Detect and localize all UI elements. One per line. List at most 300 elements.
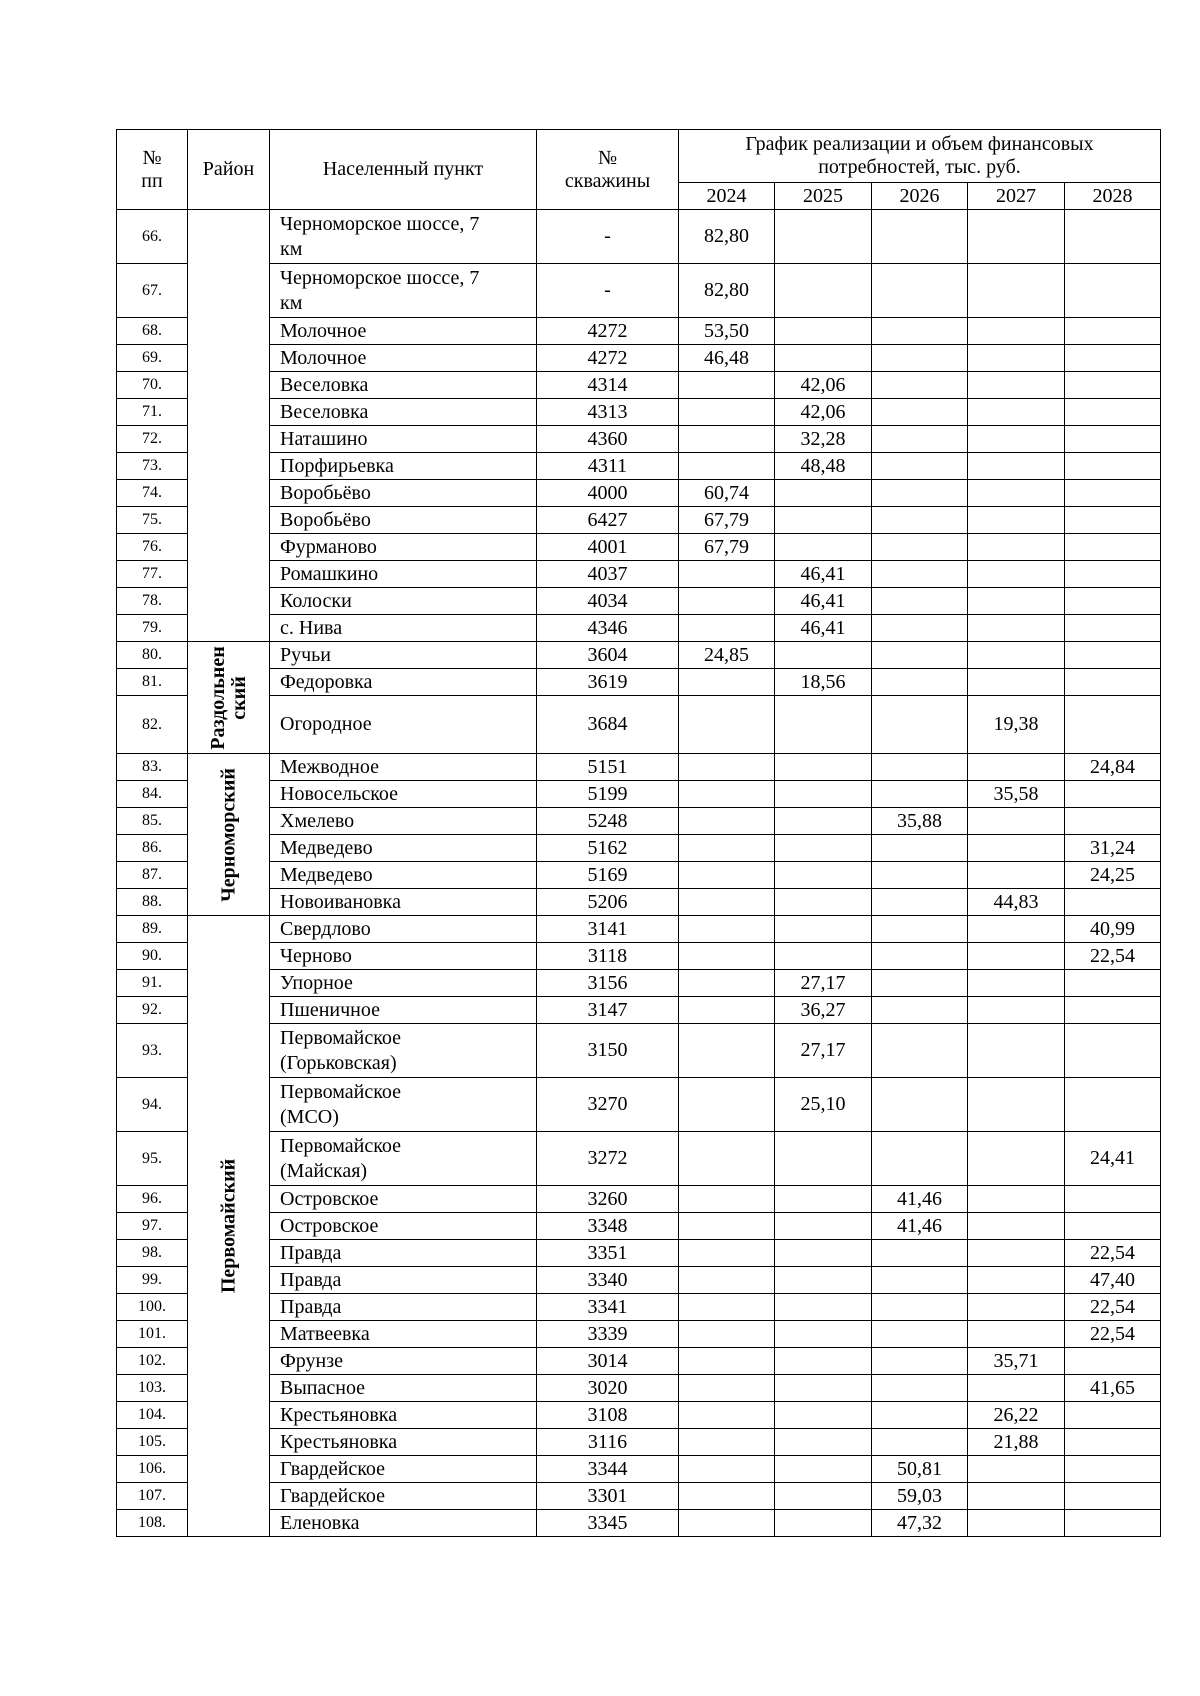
- locality-name: Черноморское шоссе, 7 км: [270, 210, 537, 264]
- value-2028: [1065, 1186, 1161, 1213]
- locality-name: Свердлово: [270, 916, 537, 943]
- district-name: Первомайский: [217, 1158, 239, 1294]
- value-2026: 41,46: [872, 1186, 968, 1213]
- table-row: [117, 1510, 1161, 1537]
- locality-name: Матвеевка: [270, 1321, 537, 1348]
- value-2028: [1065, 399, 1161, 426]
- header-locality: Населенный пункт: [270, 130, 537, 210]
- value-2028: [1065, 781, 1161, 808]
- table-row: [117, 534, 1161, 561]
- value-2025: 46,41: [775, 561, 872, 588]
- table-row: [117, 372, 1161, 399]
- row-number: 83.: [117, 754, 188, 781]
- value-2027: [968, 916, 1065, 943]
- well-number: 3301: [537, 1483, 679, 1510]
- value-2027: [968, 1294, 1065, 1321]
- value-2027: [968, 862, 1065, 889]
- table-body: [117, 210, 1161, 1537]
- table-row: [117, 943, 1161, 970]
- well-number: 3272: [537, 1132, 679, 1186]
- value-2025: 48,48: [775, 453, 872, 480]
- well-number: 3619: [537, 669, 679, 696]
- well-number: 3345: [537, 1510, 679, 1537]
- value-2025: [775, 808, 872, 835]
- well-number: 4360: [537, 426, 679, 453]
- locality-name: Черново: [270, 943, 537, 970]
- value-2026: [872, 1348, 968, 1375]
- locality-name: Крестьяновка: [270, 1402, 537, 1429]
- locality-name: Островское: [270, 1186, 537, 1213]
- value-2027: [968, 1375, 1065, 1402]
- table-row: [117, 1429, 1161, 1456]
- value-2024: [679, 1483, 775, 1510]
- value-2026: [872, 1132, 968, 1186]
- value-2027: [968, 669, 1065, 696]
- value-2028: [1065, 588, 1161, 615]
- row-number: 105.: [117, 1429, 188, 1456]
- row-number: 89.: [117, 916, 188, 943]
- well-number: 3156: [537, 970, 679, 997]
- value-2028: [1065, 345, 1161, 372]
- locality-name: Правда: [270, 1294, 537, 1321]
- value-2027: [968, 1510, 1065, 1537]
- value-2027: [968, 588, 1065, 615]
- value-2026: [872, 480, 968, 507]
- row-number: 104.: [117, 1402, 188, 1429]
- value-2027: 35,58: [968, 781, 1065, 808]
- row-number: 97.: [117, 1213, 188, 1240]
- locality-name: Фурманово: [270, 534, 537, 561]
- value-2026: [872, 264, 968, 318]
- value-2027: [968, 1240, 1065, 1267]
- table-row: [117, 754, 1161, 781]
- table-row: [117, 889, 1161, 916]
- value-2025: [775, 943, 872, 970]
- locality-name: Хмелево: [270, 808, 537, 835]
- value-2028: [1065, 1456, 1161, 1483]
- locality-name: Фрунзе: [270, 1348, 537, 1375]
- row-number: 90.: [117, 943, 188, 970]
- value-2025: [775, 1483, 872, 1510]
- well-number: 3348: [537, 1213, 679, 1240]
- value-2025: [775, 1213, 872, 1240]
- row-number: 73.: [117, 453, 188, 480]
- table-row: [117, 1078, 1161, 1132]
- value-2027: [968, 210, 1065, 264]
- value-2026: [872, 889, 968, 916]
- table-row: [117, 480, 1161, 507]
- value-2025: [775, 1429, 872, 1456]
- value-2025: [775, 1294, 872, 1321]
- value-2026: [872, 1240, 968, 1267]
- value-2026: 41,46: [872, 1213, 968, 1240]
- row-number: 72.: [117, 426, 188, 453]
- document-page: [116, 129, 1161, 1537]
- table-row: [117, 264, 1161, 318]
- table-row: [117, 588, 1161, 615]
- table-row: [117, 1267, 1161, 1294]
- value-2026: [872, 1429, 968, 1456]
- table-row: [117, 997, 1161, 1024]
- table-row: [117, 642, 1161, 669]
- value-2026: 59,03: [872, 1483, 968, 1510]
- locality-name: Упорное: [270, 970, 537, 997]
- row-number: 66.: [117, 210, 188, 264]
- row-number: 86.: [117, 835, 188, 862]
- locality-name: Пшеничное: [270, 997, 537, 1024]
- value-2025: [775, 696, 872, 754]
- value-2025: [775, 862, 872, 889]
- value-2028: [1065, 1078, 1161, 1132]
- well-number: 3684: [537, 696, 679, 754]
- value-2024: 60,74: [679, 480, 775, 507]
- value-2027: [968, 507, 1065, 534]
- row-number: 91.: [117, 970, 188, 997]
- value-2025: 32,28: [775, 426, 872, 453]
- locality-name: Медведево: [270, 862, 537, 889]
- value-2024: [679, 1186, 775, 1213]
- locality-name: Наташино: [270, 426, 537, 453]
- table-row: [117, 970, 1161, 997]
- well-number: 3344: [537, 1456, 679, 1483]
- value-2024: 46,48: [679, 345, 775, 372]
- value-2024: [679, 1024, 775, 1078]
- value-2027: [968, 997, 1065, 1024]
- table-row: [117, 1456, 1161, 1483]
- well-number: 4000: [537, 480, 679, 507]
- table-row: [117, 1024, 1161, 1078]
- value-2028: 40,99: [1065, 916, 1161, 943]
- locality-name: Первомайское (Майская): [270, 1132, 537, 1186]
- well-number: 5169: [537, 862, 679, 889]
- row-number: 85.: [117, 808, 188, 835]
- value-2026: [872, 1402, 968, 1429]
- value-2024: [679, 1510, 775, 1537]
- value-2025: 27,17: [775, 1024, 872, 1078]
- value-2025: 25,10: [775, 1078, 872, 1132]
- well-number: 5151: [537, 754, 679, 781]
- locality-name: Огородное: [270, 696, 537, 754]
- financing-schedule-table: [116, 129, 1161, 1537]
- well-number: 5206: [537, 889, 679, 916]
- locality-name: Молочное: [270, 318, 537, 345]
- value-2024: [679, 889, 775, 916]
- row-number: 92.: [117, 997, 188, 1024]
- table-row: [117, 1132, 1161, 1186]
- value-2028: [1065, 1348, 1161, 1375]
- value-2027: [968, 480, 1065, 507]
- value-2025: [775, 781, 872, 808]
- locality-name: Новосельское: [270, 781, 537, 808]
- well-number: 5199: [537, 781, 679, 808]
- value-2026: [872, 835, 968, 862]
- value-2024: [679, 943, 775, 970]
- value-2027: [968, 615, 1065, 642]
- value-2024: [679, 426, 775, 453]
- well-number: -: [537, 210, 679, 264]
- table-row: [117, 781, 1161, 808]
- locality-name: Первомайское (Горьковская): [270, 1024, 537, 1078]
- value-2026: [872, 642, 968, 669]
- value-2025: [775, 1456, 872, 1483]
- row-number: 96.: [117, 1186, 188, 1213]
- header-well-number: № скважины: [537, 130, 679, 210]
- value-2026: [872, 1078, 968, 1132]
- value-2028: [1065, 561, 1161, 588]
- value-2027: 26,22: [968, 1402, 1065, 1429]
- value-2026: [872, 1024, 968, 1078]
- value-2025: 42,06: [775, 399, 872, 426]
- value-2024: [679, 669, 775, 696]
- value-2026: [872, 970, 968, 997]
- value-2026: [872, 345, 968, 372]
- well-number: 4272: [537, 345, 679, 372]
- value-2028: [1065, 1024, 1161, 1078]
- well-number: 5248: [537, 808, 679, 835]
- value-2024: 82,80: [679, 210, 775, 264]
- row-number: 70.: [117, 372, 188, 399]
- value-2025: [775, 754, 872, 781]
- value-2025: 36,27: [775, 997, 872, 1024]
- locality-name: Выпасное: [270, 1375, 537, 1402]
- locality-name: Медведево: [270, 835, 537, 862]
- well-number: 3340: [537, 1267, 679, 1294]
- row-number: 69.: [117, 345, 188, 372]
- value-2025: [775, 642, 872, 669]
- table-row: [117, 1186, 1161, 1213]
- table-row: [117, 453, 1161, 480]
- value-2027: [968, 534, 1065, 561]
- table-row: [117, 210, 1161, 264]
- row-number: 81.: [117, 669, 188, 696]
- value-2028: [1065, 1510, 1161, 1537]
- district-cell: [188, 916, 270, 1537]
- locality-name: Островское: [270, 1213, 537, 1240]
- value-2027: [968, 1024, 1065, 1078]
- value-2027: [968, 345, 1065, 372]
- district-cell: [188, 754, 270, 916]
- table-row: [117, 808, 1161, 835]
- value-2024: [679, 696, 775, 754]
- well-number: 3339: [537, 1321, 679, 1348]
- value-2028: [1065, 507, 1161, 534]
- row-number: 87.: [117, 862, 188, 889]
- table-row: [117, 1483, 1161, 1510]
- value-2024: 24,85: [679, 642, 775, 669]
- table-row: [117, 561, 1161, 588]
- locality-name: Гвардейское: [270, 1456, 537, 1483]
- district-cell: [188, 642, 270, 754]
- value-2028: [1065, 318, 1161, 345]
- header-year-2025: 2025: [775, 183, 872, 210]
- value-2026: [872, 862, 968, 889]
- table-row: [117, 835, 1161, 862]
- value-2024: [679, 1132, 775, 1186]
- value-2024: 67,79: [679, 507, 775, 534]
- locality-name: Веселовка: [270, 399, 537, 426]
- value-2024: [679, 1321, 775, 1348]
- value-2028: [1065, 1483, 1161, 1510]
- value-2027: [968, 808, 1065, 835]
- table-row: [117, 916, 1161, 943]
- value-2025: [775, 1321, 872, 1348]
- well-number: 5162: [537, 835, 679, 862]
- header-year-2024: 2024: [679, 183, 775, 210]
- value-2024: [679, 1456, 775, 1483]
- value-2025: [775, 480, 872, 507]
- header-row-number: № пп: [117, 130, 188, 210]
- value-2026: [872, 372, 968, 399]
- value-2027: [968, 372, 1065, 399]
- value-2024: 67,79: [679, 534, 775, 561]
- value-2024: [679, 372, 775, 399]
- value-2025: 46,41: [775, 588, 872, 615]
- row-number: 74.: [117, 480, 188, 507]
- value-2026: 50,81: [872, 1456, 968, 1483]
- value-2028: 24,41: [1065, 1132, 1161, 1186]
- value-2028: 41,65: [1065, 1375, 1161, 1402]
- value-2024: [679, 970, 775, 997]
- value-2025: [775, 916, 872, 943]
- value-2024: [679, 1267, 775, 1294]
- table-row: [117, 696, 1161, 754]
- value-2028: [1065, 1429, 1161, 1456]
- value-2026: [872, 1375, 968, 1402]
- locality-name: с. Нива: [270, 615, 537, 642]
- row-number: 68.: [117, 318, 188, 345]
- value-2025: [775, 1240, 872, 1267]
- value-2026: [872, 210, 968, 264]
- value-2025: [775, 1186, 872, 1213]
- table-row: [117, 862, 1161, 889]
- table-row: [117, 1321, 1161, 1348]
- value-2024: [679, 1375, 775, 1402]
- value-2025: [775, 318, 872, 345]
- value-2028: [1065, 1402, 1161, 1429]
- value-2024: [679, 835, 775, 862]
- row-number: 99.: [117, 1267, 188, 1294]
- value-2026: [872, 1294, 968, 1321]
- value-2025: [775, 534, 872, 561]
- value-2028: [1065, 642, 1161, 669]
- value-2028: [1065, 426, 1161, 453]
- value-2024: [679, 615, 775, 642]
- value-2028: 22,54: [1065, 1294, 1161, 1321]
- value-2025: [775, 345, 872, 372]
- locality-name: Еленовка: [270, 1510, 537, 1537]
- value-2028: [1065, 889, 1161, 916]
- locality-name: Правда: [270, 1240, 537, 1267]
- row-number: 76.: [117, 534, 188, 561]
- value-2025: [775, 889, 872, 916]
- header-year-2028: 2028: [1065, 183, 1161, 210]
- value-2028: 47,40: [1065, 1267, 1161, 1294]
- value-2028: 24,84: [1065, 754, 1161, 781]
- value-2024: [679, 1429, 775, 1456]
- value-2024: [679, 588, 775, 615]
- value-2024: [679, 808, 775, 835]
- value-2024: [679, 561, 775, 588]
- locality-name: Колоски: [270, 588, 537, 615]
- table-row: [117, 1294, 1161, 1321]
- value-2027: [968, 1267, 1065, 1294]
- table-row: [117, 1213, 1161, 1240]
- value-2024: [679, 1294, 775, 1321]
- row-number: 103.: [117, 1375, 188, 1402]
- value-2024: [679, 997, 775, 1024]
- locality-name: Федоровка: [270, 669, 537, 696]
- value-2024: [679, 1240, 775, 1267]
- well-number: -: [537, 264, 679, 318]
- value-2027: [968, 754, 1065, 781]
- value-2028: 31,24: [1065, 835, 1161, 862]
- value-2024: [679, 1402, 775, 1429]
- header-district: Район: [188, 130, 270, 210]
- value-2027: 19,38: [968, 696, 1065, 754]
- row-number: 94.: [117, 1078, 188, 1132]
- well-number: 4001: [537, 534, 679, 561]
- value-2026: [872, 453, 968, 480]
- locality-name: Гвардейское: [270, 1483, 537, 1510]
- value-2028: [1065, 970, 1161, 997]
- value-2028: [1065, 264, 1161, 318]
- row-number: 101.: [117, 1321, 188, 1348]
- table-row: [117, 1375, 1161, 1402]
- value-2024: 53,50: [679, 318, 775, 345]
- row-number: 93.: [117, 1024, 188, 1078]
- value-2026: [872, 696, 968, 754]
- row-number: 77.: [117, 561, 188, 588]
- value-2026: [872, 669, 968, 696]
- row-number: 108.: [117, 1510, 188, 1537]
- value-2027: [968, 1078, 1065, 1132]
- table-row: [117, 318, 1161, 345]
- value-2025: [775, 1132, 872, 1186]
- value-2026: [872, 943, 968, 970]
- value-2027: [968, 1483, 1065, 1510]
- value-2026: [872, 1321, 968, 1348]
- value-2026: [872, 507, 968, 534]
- value-2028: 22,54: [1065, 1321, 1161, 1348]
- value-2025: [775, 1375, 872, 1402]
- value-2028: [1065, 696, 1161, 754]
- well-number: 3118: [537, 943, 679, 970]
- value-2024: 82,80: [679, 264, 775, 318]
- locality-name: Порфирьевка: [270, 453, 537, 480]
- value-2026: [872, 399, 968, 426]
- value-2025: [775, 507, 872, 534]
- locality-name: Черноморское шоссе, 7 км: [270, 264, 537, 318]
- row-number: 67.: [117, 264, 188, 318]
- value-2027: [968, 970, 1065, 997]
- value-2027: [968, 426, 1065, 453]
- value-2027: [968, 318, 1065, 345]
- value-2028: [1065, 480, 1161, 507]
- locality-name: Молочное: [270, 345, 537, 372]
- locality-name: Межводное: [270, 754, 537, 781]
- value-2024: [679, 916, 775, 943]
- row-number: 80.: [117, 642, 188, 669]
- value-2027: [968, 835, 1065, 862]
- value-2025: 46,41: [775, 615, 872, 642]
- district-cell: [188, 210, 270, 642]
- row-number: 88.: [117, 889, 188, 916]
- value-2025: 27,17: [775, 970, 872, 997]
- well-number: 4313: [537, 399, 679, 426]
- value-2027: [968, 943, 1065, 970]
- value-2027: [968, 264, 1065, 318]
- value-2028: 22,54: [1065, 1240, 1161, 1267]
